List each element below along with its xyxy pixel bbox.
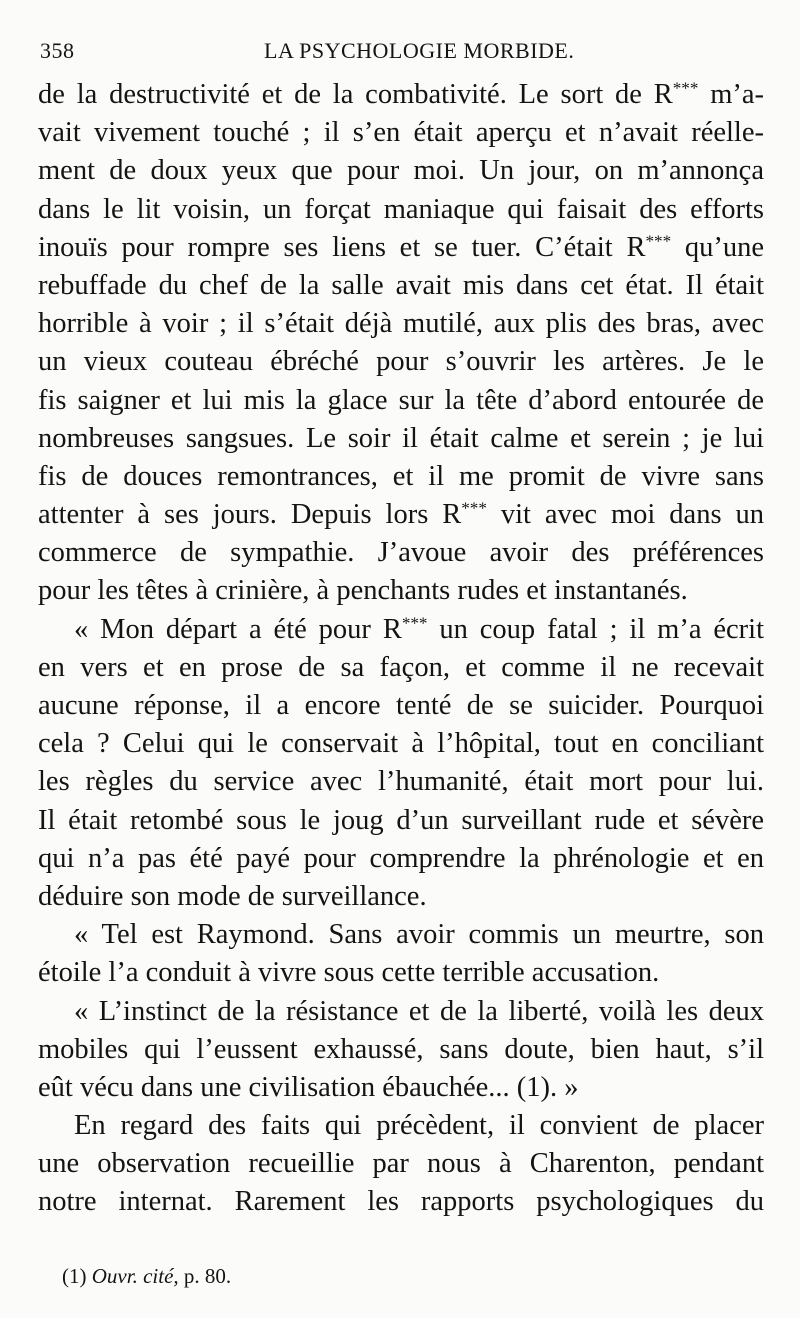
text-line: commerce de sympathie. J’avoue avoir des préférences — [38, 537, 764, 569]
text-line: fis saigner et lui mis la glace sur la tête d’abord entourée de — [38, 384, 764, 416]
page-header — [40, 38, 760, 68]
text-line: vait vivement touché ; il s’en était aperçu et n’avait réelle- — [38, 117, 764, 149]
text-line: déduire son mode de surveillance. — [38, 880, 427, 912]
text-line: un vieux couteau ébréché pour s’ouvrir les artères. Je le — [38, 346, 764, 378]
text-line: en vers et en prose de sa façon, et comme il ne recevait — [38, 651, 764, 683]
text-line: Il était retombé sous le joug d’un surveillant rude et sévère — [38, 804, 764, 836]
text-line: fis de douces remontrances, et il me promit de vivre sans — [38, 460, 764, 492]
text-line: de la destructivité et de la combativité. Le sort de R*** m’a- — [38, 78, 764, 110]
text-line: qui n’a pas été payé pour comprendre la phrénologie et en — [38, 842, 764, 874]
text-line: nombreuses sangsues. Le soir il était calme et serein ; je lui — [38, 422, 764, 454]
footnote-marker: (1) — [62, 1264, 87, 1288]
footnote — [62, 1264, 231, 1289]
text-line: « L’instinct de la résistance et de la liberté, voilà les deux — [74, 995, 764, 1027]
text-line: cela ? Celui qui le conservait à l’hôpital, tout en conciliant — [38, 728, 764, 760]
text-line: rebuffade du chef de la salle avait mis dans cet état. Il était — [38, 269, 764, 301]
running-head: LA PSYCHOLOGIE MORBIDE. — [264, 38, 575, 63]
text-line: eût vécu dans une civilisation ébauchée... (1). » — [38, 1071, 579, 1103]
text-line: une observation recueillie par nous à Charenton, pendant — [38, 1148, 764, 1180]
footnote-page: p. 80. — [183, 1264, 232, 1288]
text-line: étoile l’a conduit à vivre sous cette terrible accusation. — [38, 957, 660, 989]
text-line: pour les têtes à crinière, à penchants rudes et instantanés. — [38, 575, 688, 607]
text-line: horrible à voir ; il s’était déjà mutilé, aux plis des bras, avec — [38, 308, 764, 340]
footnote-source: Ouvr. cité, — [91, 1264, 179, 1288]
text-line: les règles du service avec l’humanité, était mort pour lui. — [38, 766, 764, 798]
text-line: inouïs pour rompre ses liens et se tuer. C’était R*** qu’une — [38, 231, 764, 263]
text-line: En regard des faits qui précèdent, il convient de placer — [74, 1110, 764, 1142]
text-line: ment de doux yeux que pour moi. Un jour, on m’annonça — [38, 155, 764, 187]
text-line: aucune réponse, il a encore tenté de se suicider. Pourquoi — [38, 690, 764, 721]
text-line: « Tel est Raymond. Sans avoir commis un meurtre, son — [74, 919, 764, 951]
text-line: notre internat. Rarement les rapports psychologiques du — [38, 1186, 764, 1218]
text-line: « Mon départ a été pour R*** un coup fatal ; il m’a écrit — [74, 613, 764, 645]
text-line: mobiles qui l’eussent exhaussé, sans doute, bien haut, s’il — [38, 1033, 764, 1065]
body-text — [38, 76, 764, 1222]
text-line: dans le lit voisin, un forçat maniaque qui faisait des efforts — [38, 193, 764, 225]
page-number: 358 — [40, 38, 75, 63]
text-line: attenter à ses jours. Depuis lors R*** vit avec moi dans un — [38, 498, 764, 531]
